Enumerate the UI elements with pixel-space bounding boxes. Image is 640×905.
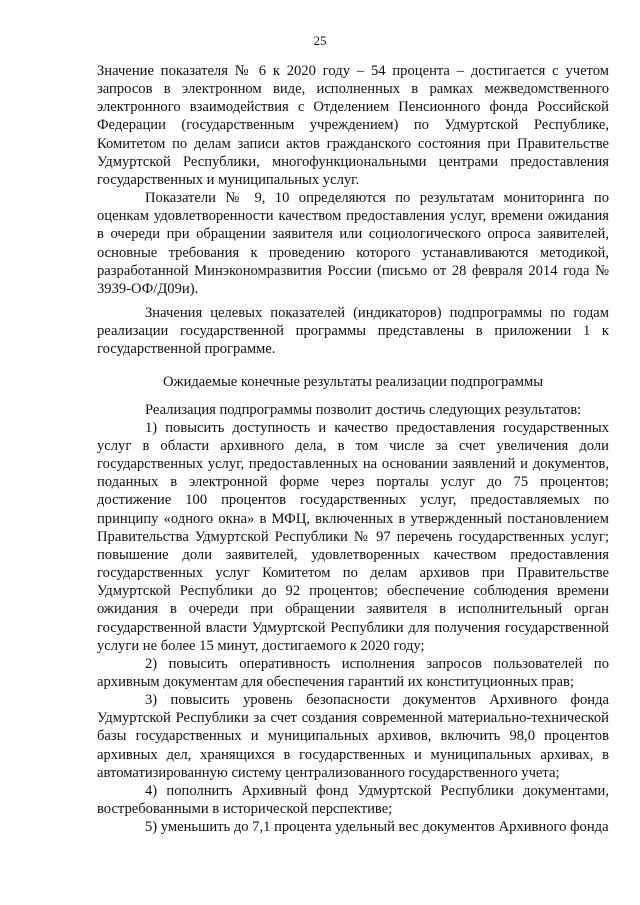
page-number: 25 <box>313 33 327 48</box>
paragraph-indicator-6: Значение показателя № 6 к 2020 году – 54 процента – достигается с учетом запросов в электронном виде, исполненных в рамках межведомственного электронного взаимодействия с Отделением Пенсионного фонда Российской Федерации (государственным учреждением) по Удмуртской Республике, Комитетом по делам записи актов гражданского состояния при Правительстве Удмуртской Республики, многофункциональными центрами предоставления государственных и муниципальных услуг. <box>97 63 609 188</box>
paragraph-indicators-9-10: Показатели № 9, 10 определяются по результатам мониторинга по оценкам удовлетворенности качеством предоставления услуг, времени ожидания в очереди при обращении заявителя или социологического опроса заявителей, основные требования к проведению которого устанавливаются методикой, разработанной Минэкономразвития России (письмо от 28 февраля 2014 года № 3939-ОФ/Д09и). <box>97 190 609 297</box>
section-heading: Ожидаемые конечные результаты реализации подпрограммы <box>162 373 544 390</box>
document-body <box>97 62 609 836</box>
result-item-1: 1) повысить доступность и качество предоставления государственных услуг в области архивного дела, в том числе за счет увеличения доли государственных услуг, предоставленных на основании заявлений и документов, поданных в электронной форме через порталы услуг до 75 процентов; достижение 100 процентов государственных услуг, предоставляемых по принципу «одного окна» в МФЦ, включенных в утвержденный постановлением Правительства Удмуртской Республики № 97 перечень государственных услуг; повышение доли заявителей, удовлетворенных качеством предоставления государственных услуг Комитетом по делам архивов при Правительстве Удмуртской Республики до 92 процентов; обеспечение соблюдения времени ожидания в очереди при обращении заявителя в исполнительный орган государственной власти Удмуртской Республики для получения государственной услуги не более 15 минут, достигаемого к 2020 году; <box>97 419 609 654</box>
result-item-5: 5) уменьшить до 7,1 процента удельный вес документов Архивного фонда <box>145 819 609 836</box>
result-item-4: 4) пополнить Архивный фонд Удмуртской Республики документами, востребованными в исторической перспективе; <box>97 782 609 818</box>
paragraph-target-values: Значения целевых показателей (индикаторов) подпрограммы по годам реализации государственной программы представлены в приложении 1 к государственной программе. <box>97 305 609 358</box>
results-intro: Реализация подпрограммы позволит достичь следующих результатов: <box>145 401 582 418</box>
result-item-2: 2) повысить оперативность исполнения запросов пользователей по архивным документам для обеспечения гарантий их конституционных прав; <box>97 655 609 690</box>
result-item-3: 3) повысить уровень безопасности документов Архивного фонда Удмуртской Республики за счет создания современной материально-технической базы государственных и муниципальных архивов, включить 98,0 процентов архивных дел, хранящихся в государственных и муниципальных архивах, в автоматизированную систему централизованного государственного учета; <box>97 692 609 781</box>
